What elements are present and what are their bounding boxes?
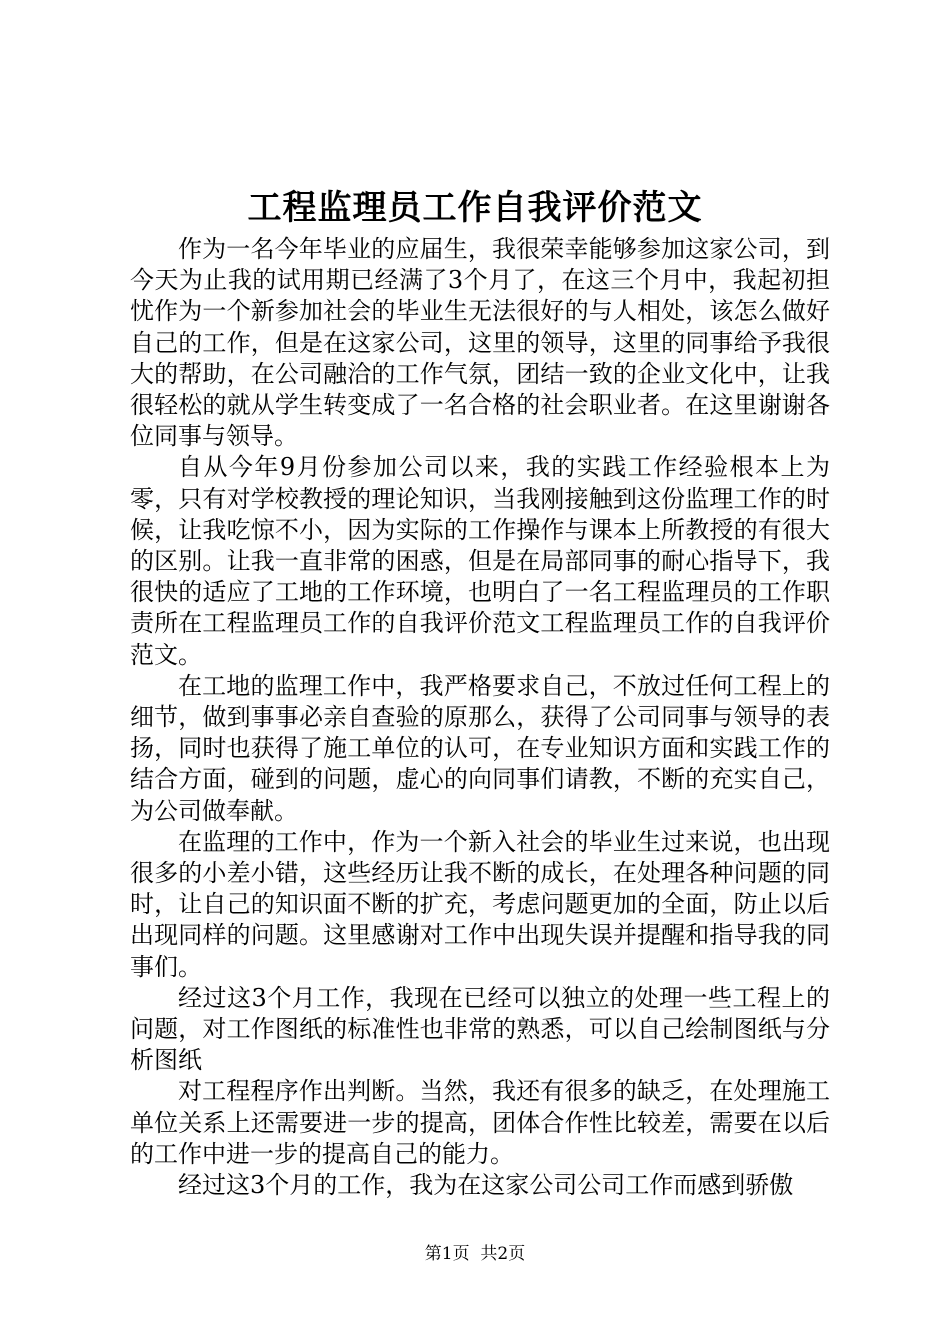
paragraph: 经过这3个月工作，我现在已经可以独立的处理一些工程上的问题，对工作图纸的标准性也非常的熟悉，可以自己绘制图纸与分析图纸 [130,983,830,1075]
page-footer [0,1243,950,1265]
document-body [130,234,830,1201]
paragraph: 自从今年9月份参加公司以来，我的实践工作经验根本上为零，只有对学校教授的理论知识，当我刚接触到这份监理工作的时候，让我吃惊不小，因为实际的工作操作与课本上所教授的有很大的区别。让我一直非常的困惑，但是在局部同事的耐心指导下，我很快的适应了工地的工作环境，也明白了一名工程监理员的工作职责所在工程监理员工作的自我评价范文工程监理员工作的自我评价范文。 [130,453,830,669]
paragraph: 作为一名今年毕业的应届生，我很荣幸能够参加这家公司，到今天为止我的试用期已经满了3个月了，在这三个月中，我起初担忧作为一个新参加社会的毕业生无法很好的与人相处，该怎么做好自己的工作，但是在这家公司，这里的领导，这里的同事给予我很大的帮助，在公司融洽的工作气氛，团结一致的企业文化中，让我很轻松的就从学生转变成了一名合格的社会职业者。在这里谢谢各位同事与领导。 [130,235,830,451]
paragraph: 经过这3个月的工作，我为在这家公司公司工作而感到骄傲 [178,1171,794,1200]
page-number: 第1页 [424,1244,470,1264]
page-total: 共2页 [480,1244,526,1264]
paragraph: 在工地的监理工作中，我严格要求自己，不放过任何工程上的细节，做到事事必亲自查验的原那么，获得了公司同事与领导的表扬，同时也获得了施工单位的认可，在专业知识方面和实践工作的结合方面，碰到的问题，虚心的向同事们请教，不断的充实自己，为公司做奉献。 [130,671,830,825]
paragraph: 对工程程序作出判断。当然，我还有很多的缺乏，在处理施工单位关系上还需要进一步的提高，团体合作性比较差，需要在以后的工作中进一步的提高自己的能力。 [130,1077,830,1168]
paragraph: 在监理的工作中，作为一个新入社会的毕业生过来说，也出现很多的小差小错，这些经历让我不断的成长，在处理各种问题的同时，让自己的知识面不断的扩充，考虑问题更加的全面，防止以后出现同样的问题。这里感谢对工作中出现失误并提醒和指导我的同事们。 [130,827,830,981]
document-title: 工程监理员工作自我评价范文 [247,188,703,228]
